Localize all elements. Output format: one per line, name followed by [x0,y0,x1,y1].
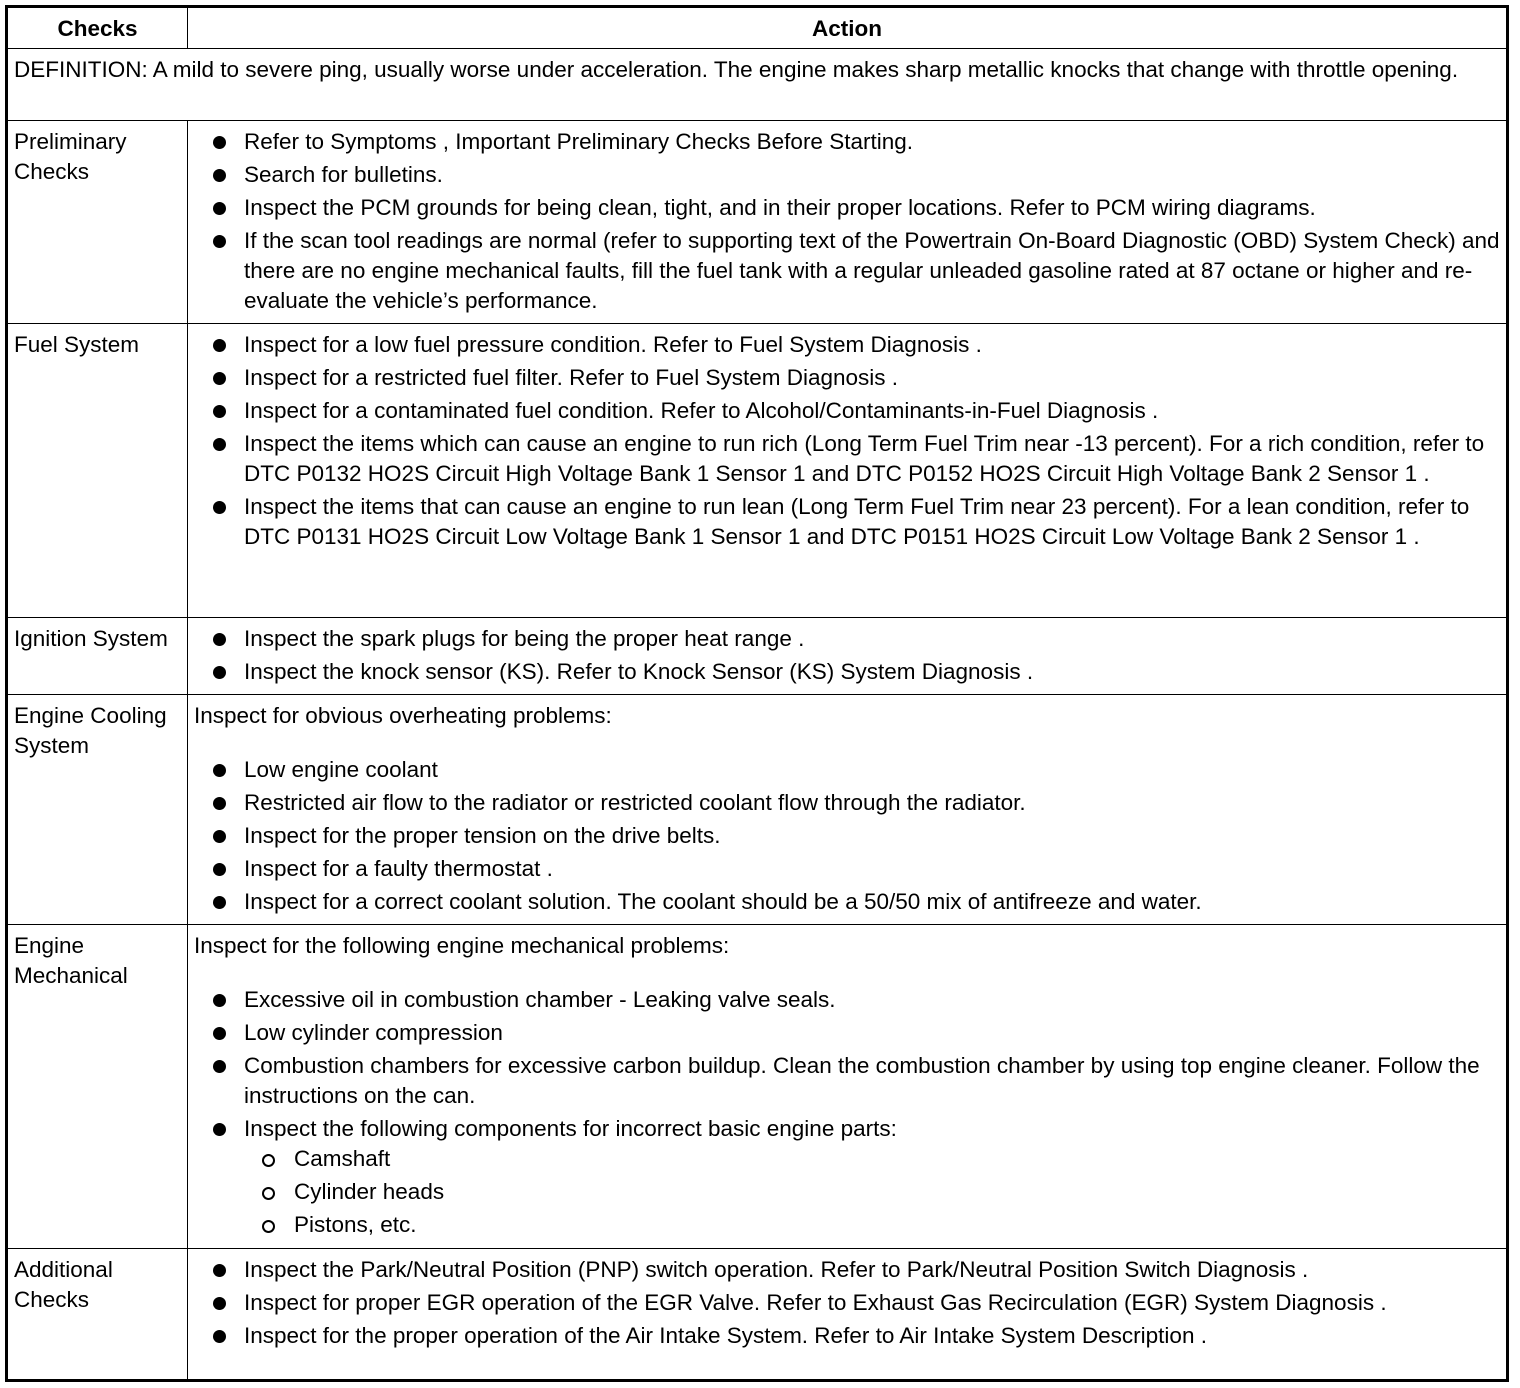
action-cell [188,695,1508,925]
bullet-list [194,1255,1500,1351]
list-item: Inspect the spark plugs for being the proper heat range . [194,624,1500,654]
list-item: Low cylinder compression [194,1018,1500,1048]
intro-text: Inspect for obvious overheating problems: [194,703,612,728]
list-item: Low engine coolant [194,755,1500,785]
list-item: Refer to Symptoms , Important Preliminary Checks Before Starting. [194,127,1500,157]
action-cell [188,121,1508,324]
sub-list-item: Cylinder heads [244,1177,1500,1207]
definition-text: DEFINITION: A mild to severe ping, usually worse under acceleration. The engine makes sharp metallic knocks that change with throttle opening. [7,49,1508,121]
list-item: Inspect the PCM grounds for being clean, tight, and in their proper locations. Refer to PCM wiring diagrams. [194,193,1500,223]
bullet-list [194,127,1500,316]
list-item: Search for bulletins. [194,160,1500,190]
check-label: Fuel System [7,324,188,618]
list-item: Inspect for a restricted fuel filter. Refer to Fuel System Diagnosis . [194,363,1500,393]
list-item: Inspect for proper EGR operation of the EGR Valve. Refer to Exhaust Gas Recirculation (EGR) System Diagnosis . [194,1288,1500,1318]
header-row [7,7,1508,49]
check-label: Engine Cooling System [7,695,188,925]
bullet-list [194,330,1500,552]
list-item: Inspect the Park/Neutral Position (PNP) switch operation. Refer to Park/Neutral Position Switch Diagnosis . [194,1255,1500,1285]
header-checks: Checks [7,7,188,49]
bullet-list [194,755,1500,917]
list-item: Excessive oil in combustion chamber - Leaking valve seals. [194,985,1500,1015]
list-item: Inspect for the proper tension on the drive belts. [194,821,1500,851]
list-item [194,1114,1500,1240]
bullet-list [194,985,1500,1240]
list-item: Combustion chambers for excessive carbon buildup. Clean the combustion chamber by using top engine cleaner. Follow the instructions on the can. [194,1051,1500,1111]
table-row [7,925,1508,1249]
list-item: Inspect for a low fuel pressure condition. Refer to Fuel System Diagnosis . [194,330,1500,360]
check-label: Preliminary Checks [7,121,188,324]
list-item-text: Inspect the following components for incorrect basic engine parts: [244,1116,897,1141]
action-cell [188,925,1508,1249]
action-cell [188,324,1508,618]
sub-list [244,1144,1500,1240]
action-cell [188,1249,1508,1381]
table-row [7,324,1508,618]
diagnostic-table [5,5,1509,1382]
header-action: Action [188,7,1508,49]
check-label: Ignition System [7,618,188,695]
check-label: Engine Mechanical [7,925,188,1249]
bullet-list [194,624,1500,687]
list-item: Inspect the items which can cause an engine to run rich (Long Term Fuel Trim near -13 percent). For a rich condition, refer to DTC P0132 HO2S Circuit High Voltage Bank 1 Sensor 1 and DTC P0152 HO2S Circuit High Voltage Bank 2 Sensor 1 . [194,429,1500,489]
check-label: Additional Checks [7,1249,188,1381]
sub-list-item: Pistons, etc. [244,1210,1500,1240]
list-item: Restricted air flow to the radiator or restricted coolant flow through the radiator. [194,788,1500,818]
list-item: Inspect the items that can cause an engine to run lean (Long Term Fuel Trim near 23 percent). For a lean condition, refer to DTC P0131 HO2S Circuit Low Voltage Bank 1 Sensor 1 and DTC P0151 HO2S Circuit Low Voltage Bank 2 Sensor 1 . [194,492,1500,552]
intro-text: Inspect for the following engine mechanical problems: [194,933,730,958]
list-item: Inspect the knock sensor (KS). Refer to Knock Sensor (KS) System Diagnosis . [194,657,1500,687]
table-row [7,1249,1508,1381]
list-item: Inspect for a contaminated fuel condition. Refer to Alcohol/Contaminants-in-Fuel Diagnosis . [194,396,1500,426]
list-item: Inspect for a faulty thermostat . [194,854,1500,884]
action-cell [188,618,1508,695]
list-item: Inspect for the proper operation of the Air Intake System. Refer to Air Intake System Description . [194,1321,1500,1351]
table-row [7,618,1508,695]
list-item: If the scan tool readings are normal (refer to supporting text of the Powertrain On-Board Diagnostic (OBD) System Check) and there are no engine mechanical faults, fill the fuel tank with a regular unleaded gasoline rated at 87 octane or higher and re-evaluate the vehicle’s performance. [194,226,1500,316]
sub-list-item: Camshaft [244,1144,1500,1174]
list-item: Inspect for a correct coolant solution. The coolant should be a 50/50 mix of antifreeze and water. [194,887,1500,917]
table-row [7,695,1508,925]
definition-row [7,49,1508,121]
table-row [7,121,1508,324]
